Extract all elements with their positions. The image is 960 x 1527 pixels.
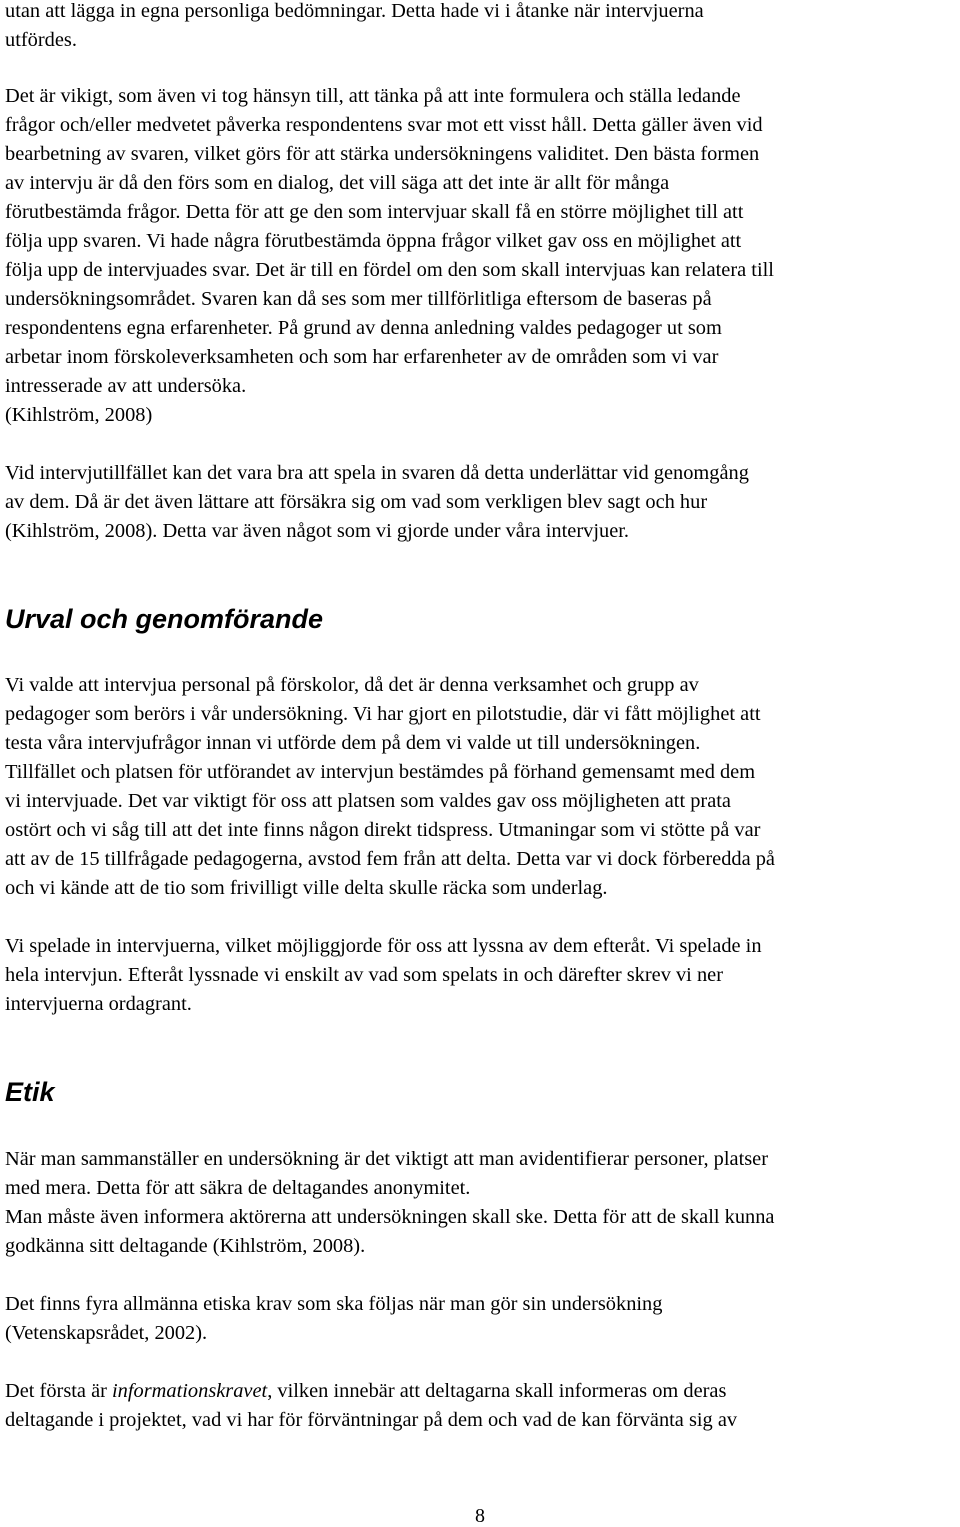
paragraph-leading-questions: Det är vikigt, som även vi tog hänsyn till, att tänka på att inte formulera och ställa ledande frågor och/eller medvetet påverka respondentens svar mot ett visst håll. Detta gäller även vid bearbetning av svaren, vilket görs för att stärka undersökningens validitet. Den bästa formen av intervju är då den förs som en dialog, det vill säga att det inte är allt för många förutbestämda frågor. Detta för att ge den som intervjuar skall få en större möjlighet till att följa upp svaren. Vi hade några förutbestämda öppna frågor vilket gav oss en möjlighet att följa upp de intervjuades svar. Det är till en fördel om den som skall intervjuas kan relatera till undersökningsområdet. Svaren kan då ses som mer tillförlitliga eftersom de baseras på respondentens egna erfarenheter. På grund av denna anledning valdes pedagoger ut som arbetar inom förskoleverksamheten och som har erfarenheter av de områden som vi var intresserade av att undersöka. (Kihlström, 2008) bbox=[5, 85, 774, 426]
paragraph-selection: Vi valde att intervjua personal på förskolor, då det är denna verksamhet och grupp av pedagoger som berörs i vår undersökning. Vi har gjort en pilotstudie, där vi fått möjlighet att testa våra intervjufrågor innan vi utförde dem på dem vi valde ut till undersökningen. Tillfället och platsen för utförandet av intervjun bestämdes på förhand gemensamt med dem vi intervjuade. Det var viktigt för oss att platsen som valdes gav oss möjligheten att prata ostört och vi såg till att det inte finns någon direkt tidspress. Utmaningar som vi stötte på var att av de 15 tillfrågade pedagogerna, avstod fem från att delta. Detta var vi dock förberedda på och vi kände att de tio som frivilligt ville delta skulle räcka som underlag. bbox=[5, 674, 775, 899]
paragraph-recordings: Vi spelade in intervjuerna, vilket möjliggjorde för oss att lyssna av dem efteråt. Vi spelade in hela intervjun. Efteråt lyssnade vi enskilt av vad som spelats in och därefter skrev vi ner intervjuerna ordagrant. bbox=[5, 935, 762, 1015]
paragraph-recording-answers: Vid intervjutillfället kan det vara bra att spela in svaren då detta underlättar vid genomgång av dem. Då är det även lättare att försäkra sig om vad som verkligen blev sagt och hur (Kihlström, 2008). Detta var även något som vi gjorde under våra intervjuer. bbox=[5, 462, 749, 542]
heading-etik: Etik bbox=[5, 1077, 55, 1107]
heading-urval-och-genomforande: Urval och genomförande bbox=[5, 604, 324, 634]
paragraph-information-requirement bbox=[5, 1377, 958, 1435]
information-requirement-rest-text: , vilken innebär att deltagarna skall informeras om deras deltagande i projektet, vad vi har för förväntningar på dem och vad de kan förvänta sig av bbox=[5, 1380, 738, 1431]
page-number: 8 bbox=[475, 1505, 485, 1527]
paragraph-interview-intro-end: utan att lägga in egna personliga bedömningar. Detta hade vi i åtanke när intervjuerna utfördes. bbox=[5, 0, 704, 51]
information-requirement-term: informationskravet bbox=[112, 1380, 268, 1402]
paragraph-ethics-anonymity: När man sammanställer en undersökning är det viktigt att man avidentifierar personer, platser med mera. Detta för att säkra de deltagandes anonymitet. Man måste även informera aktörerna att undersökningen skall ske. Detta för att de skall kunna godkänna sitt deltagande (Kihlström, 2008). bbox=[5, 1148, 775, 1257]
paragraph-ethical-requirements: Det finns fyra allmänna etiska krav som ska följas när man gör sin undersökning (Vetenskapsrådet, 2002). bbox=[5, 1293, 663, 1344]
information-requirement-lead-text: Det första är bbox=[5, 1380, 113, 1402]
